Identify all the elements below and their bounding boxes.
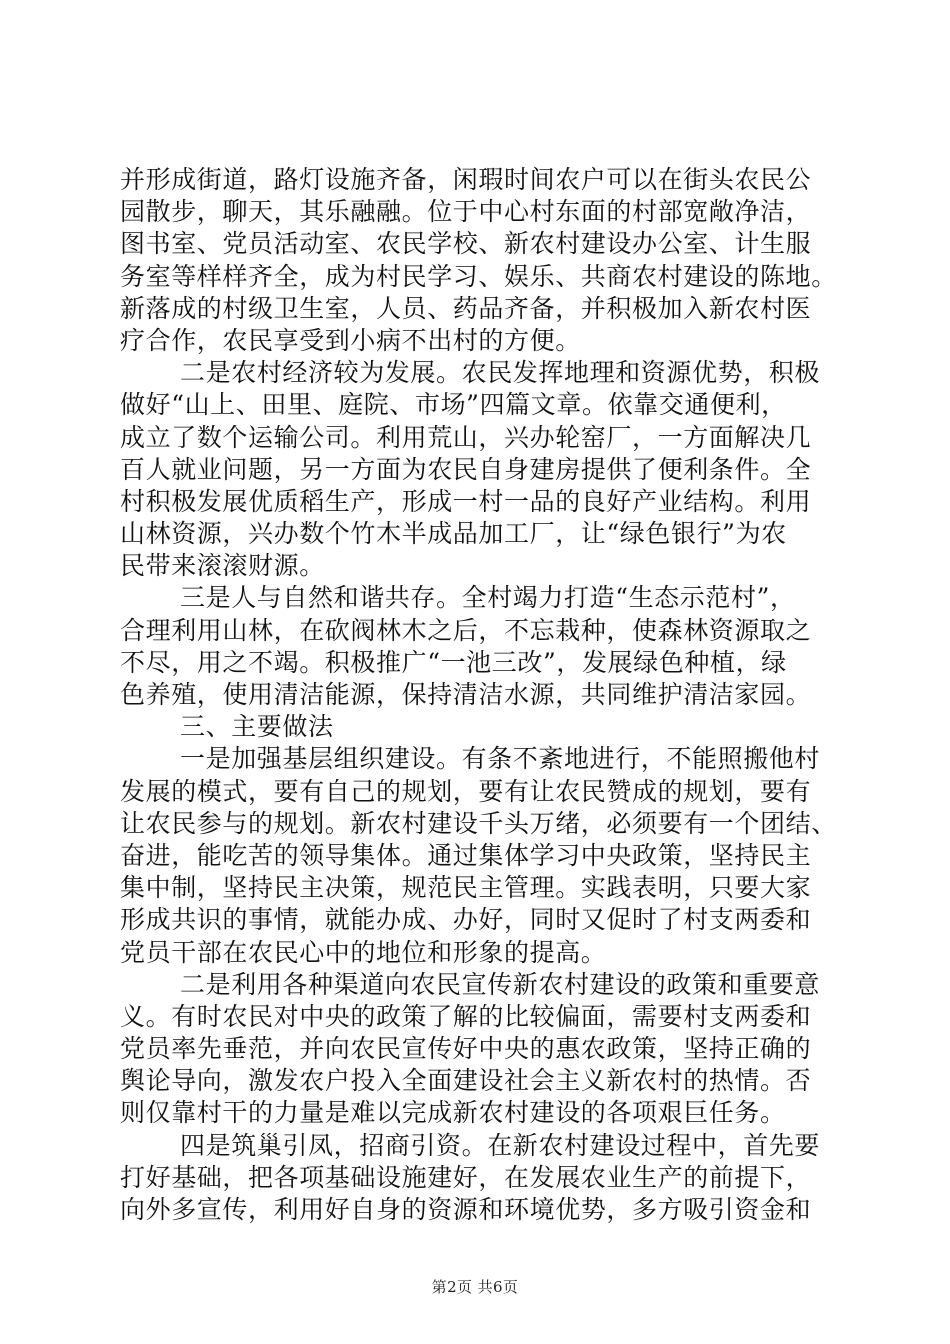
text-line: 民带来滚滚财源。 xyxy=(120,551,325,581)
text-line: 山林资源，兴办数个竹木半成品加工厂，让“绿色银行”为农 xyxy=(120,519,787,549)
text-line: 园散步，聊天，其乐融融。位于中心村东面的村部宽敞净洁， xyxy=(120,197,812,227)
text-line: 务室等样样齐全，成为村民学习、娱乐、共商农村建设的陈地。 xyxy=(120,261,837,291)
page-footer: 第2页 共6页 xyxy=(431,1278,519,1296)
text-line: 二是农村经济较为发展。农民发挥地理和资源优势，积极 xyxy=(180,358,821,388)
text-line: 二是利用各种渠道向农民宣传新农村建设的政策和重要意 xyxy=(180,969,821,999)
text-line: 三是人与自然和谐共存。全村竭力打造“生态示范村”， xyxy=(180,583,796,613)
text-line: 村积极发展优质稻生产，形成一村一品的良好产业结构。利用 xyxy=(120,486,812,516)
text-line: 百人就业问题，另一方面为农民自身建房提供了便利条件。全 xyxy=(120,454,812,484)
text-line: 四是筑巢引凤，招商引资。在新农村建设过程中，首先要 xyxy=(180,1130,821,1160)
text-line: 党员率先垂范，并向农民宣传好中央的惠农政策，坚持正确的 xyxy=(120,1034,812,1064)
text-line: 成立了数个运输公司。利用荒山，兴办轮窑厂，一方面解决几 xyxy=(120,422,812,452)
text-line: 一是加强基层组织建设。有条不紊地进行，不能照搬他村 xyxy=(180,744,821,774)
text-line: 做好“山上、田里、庭院、市场”四篇文章。依靠交通便利， xyxy=(120,390,787,420)
text-line: 疗合作，农民享受到小病不出村的方便。 xyxy=(120,325,581,355)
document-body xyxy=(120,164,850,1226)
text-line: 党员干部在农民心中的地位和形象的提高。 xyxy=(120,937,607,967)
text-line: 图书室、党员活动室、农民学校、新农村建设办公室、计生服 xyxy=(120,229,812,259)
text-line: 形成共识的事情，就能办成、办好，同时又促时了村支两委和 xyxy=(120,905,812,935)
text-line: 打好基础，把各项基础设施建好，在发展农业生产的前提下， xyxy=(120,1162,812,1192)
text-line: 义。有时农民对中央的政策了解的比较偏面，需要村支两委和 xyxy=(120,1001,812,1031)
text-line: 让农民参与的规划。新农村建设千头万绪，必须要有一个团结、 xyxy=(120,808,837,838)
text-line: 则仅靠村干的力量是难以完成新农村建设的各项艰巨任务。 xyxy=(120,1098,786,1128)
text-line: 集中制，坚持民主决策，规范民主管理。实践表明，只要大家 xyxy=(120,873,812,903)
text-line: 发展的模式，要有自己的规划，要有让农民赞成的规划，要有 xyxy=(120,776,812,806)
text-line: 色养殖，使用清洁能源，保持清洁水源，共同维护清洁家园。 xyxy=(120,680,812,709)
text-line: 合理利用山林，在砍阀林木之后，不忘栽种，使森林资源取之 xyxy=(120,615,812,645)
text-line: 新落成的村级卫生室，人员、药品齐备，并积极加入新农村医 xyxy=(120,293,812,323)
text-line: 奋进，能吃苦的领导集体。通过集体学习中央政策，坚持民主 xyxy=(120,840,812,870)
text-line: 向外多宣传，利用好自身的资源和环境优势，多方吸引资金和 xyxy=(120,1195,812,1224)
text-line: 并形成街道，路灯设施齐备，闲瑕时间农户可以在街头农民公 xyxy=(120,165,812,194)
text-line: 舆论导向，激发农户投入全面建设社会主义新农村的热情。否 xyxy=(120,1066,812,1096)
text-line: 不尽，用之不竭。积极推广“一池三改”，发展绿色种植，绿 xyxy=(120,647,787,677)
text-line: 三、主要做法 xyxy=(180,712,334,742)
